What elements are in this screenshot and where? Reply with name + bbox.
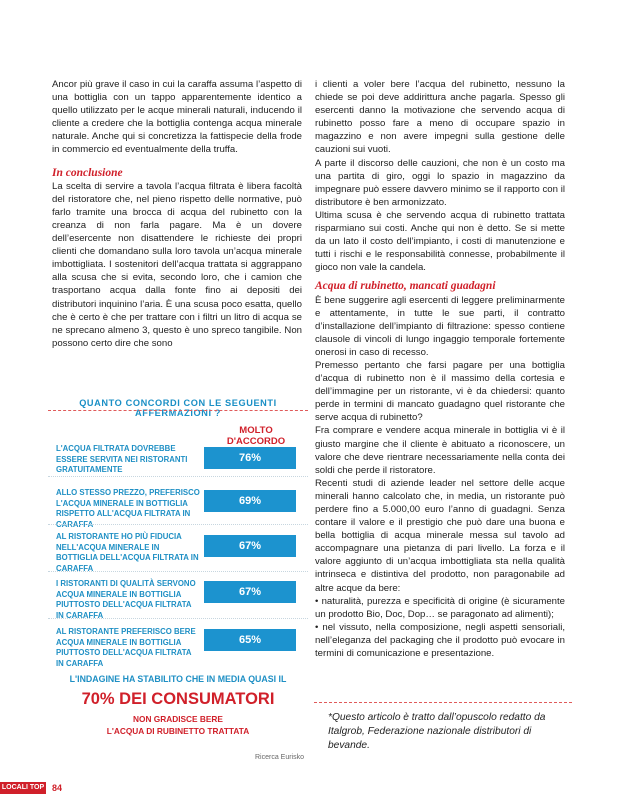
right-paragraph-5: Premesso pertanto che farsi pagare per una bottiglia d’acqua di rubinetto non è il massimo della cortesia e dell’immagine per un ristorante, vi è da chiedersi: quanto perde in termini di mancato guadagno quel ristorante che serve acqua di rubinetto?: [315, 359, 565, 424]
right-paragraph-1: i clienti a voler bere l’acqua del rubinetto, nessuno la chiede se poi deve addirittura anche pagarla. Spesso gli esercenti danno la motivazione che servendo acqua di rubinetto posso fare a meno di occupare spazio in magazzino e non avere impegni sulla gestione delle cauzioni sui vuoti.: [315, 79, 565, 156]
survey-statement: AL RISTORANTE HO PIÙ FIDUCIA NELL'ACQUA MINERALE IN BOTTIGLIA DELL'ACQUA FILTRATA IN CARAFFA: [56, 532, 199, 573]
survey-row: [48, 484, 308, 529]
survey-source: Ricerca Eurisko: [254, 754, 304, 761]
survey-conclusion-line-2: NON GRADISCE BERE: [133, 714, 223, 724]
article-right-column: [315, 78, 565, 660]
footnote-text: *Questo articolo è tratto dall’opuscolo redatto da Italgrob, Federazione nazionale distributori di bevande.: [328, 712, 546, 751]
row-divider: [48, 476, 308, 477]
survey-statement: L'ACQUA FILTRATA DOVREBBE ESSERE SERVITA NEI RISTORANTI GRATUITAMENTE: [56, 444, 188, 475]
survey-value: 76%: [204, 447, 296, 469]
right-paragraph-7: Recenti studi di aziende leader nel settore delle acque minerali hanno calcolato che, in media, un ristorante può perdere fino a 5.000,00 euro l’anno di guadagni. Senza contare il valore e il prestigio che può dare una buona e bella bottiglia di acqua minerale messa sul tavolo ad accompagnare una pietanza di pari livello. La forza e il valore aggiunto di un’acqua imbottigliata sta nella qualità intrinseca e distintiva del prodotto, non paragonabile ad altre acque da bere:: [315, 477, 565, 594]
survey-column-header: MOLTO D'ACCORDO: [226, 425, 286, 447]
survey-statement: ALLO STESSO PREZZO, PREFERISCO L'ACQUA MINERALE IN BOTTIGLIA RISPETTO ALL'ACQUA FILTRATA IN CARAFFA: [56, 488, 200, 529]
row-divider: [48, 571, 308, 572]
row-divider: [48, 618, 308, 619]
survey-value: 67%: [204, 535, 296, 557]
survey-statement: AL RISTORANTE PREFERISCO BERE ACQUA MINERALE IN BOTTIGLIA PIUTTOSTO DELL'ACQUA FILTRATA IN CARAFFA: [56, 627, 196, 668]
survey-value: 67%: [204, 581, 296, 603]
right-paragraph-4: È bene suggerire agli esercenti di leggere preliminarmente e attentamente, in tutte le sue parti, il contratto d’installazione dell’impianto di filtrazione: spesso contiene clausole di vincoli di lungo ingaggio temporale fortemente onerosi in caso di recesso.: [315, 294, 565, 358]
left-paragraph-2: La scelta di servire a tavola l’acqua filtrata è libera facoltà del ristoratore che, nel pieno rispetto delle normative, può farlo tramite una brocca di acqua del rubinetto con la creanza di non farla pagare. Ma è un dovere dell’esercente non disattendere le richieste dei propri clienti che domandano sulla loro tavola un’acqua minerale imbottigliata. I sostenitori dell’acqua trattata si aggrappano alla scusa che si evita, secondo loro, che i camion che trasportano acqua dalla fonte fino ai depositi dei distributori inquinino l’aria. È una scusa poco esatta, quello che è certo è che per trattare con i filtri un litro di acqua se ne sprecano almeno 3, questo è uno spreco tangibile. Non possono certo dire che sono: [52, 180, 302, 349]
survey-conclusion-line-3: L'ACQUA DI RUBINETTO TRATTATA: [106, 726, 250, 736]
survey-conclusion-highlight: 70% DEI CONSUMATORI: [81, 690, 275, 708]
survey-divider: [48, 410, 308, 411]
right-paragraph-6: Fra comprare e vendere acqua minerale in bottiglia vi è il giusto margine che il cliente è abituato a riconoscere, un valore che deve rientrare necessariamente nella conta dei soldi che perde il ristoratore.: [315, 425, 565, 476]
survey-infographic: [48, 398, 308, 776]
right-bullet-2: • nel vissuto, nella composizione, negli aspetti sensoriali, nell’eleganza del packaging che il prodotto può evocare in termini di comunicazione e presentazione.: [315, 621, 565, 660]
right-bullet-1: • naturalità, purezza e specificità di origine (è sicuramente un prodotto Bio, Doc, Dop… se paragonato ad alimenti);: [315, 595, 565, 620]
survey-statement: I RISTORANTI DI QUALITÀ SERVONO ACQUA MINERALE IN BOTTIGLIA PIUTTOSTO DELL'ACQUA FILTRATA IN CARAFFA: [56, 579, 196, 620]
section-heading-conclusion: In conclusione: [52, 166, 123, 179]
section-tag: LOCALI TOP: [0, 782, 46, 794]
row-divider: [48, 524, 308, 525]
right-paragraph-3: Ultima scusa è che servendo acqua di rubinetto trattata risparmiano sui costi. Anche qui non è detto. Se si mette da un lato il costo dell’impianto, i costi di manutenzione e tutti i rischi e le responsabilità connesse, probabilmente il gioco non vale la candela.: [315, 209, 565, 274]
survey-value: 65%: [204, 629, 296, 651]
footnote-divider: [314, 702, 572, 703]
article-footnote: [314, 702, 572, 762]
survey-question: QUANTO CONCORDI CON LE SEGUENTI AFFERMAZIONI ?: [79, 398, 277, 418]
section-heading-lost-earnings: Acqua di rubinetto, mancati guadagni: [315, 280, 496, 293]
article-left-column: [52, 78, 302, 350]
survey-value: 69%: [204, 490, 296, 512]
survey-row: [48, 529, 308, 573]
survey-row: [48, 624, 308, 668]
right-paragraph-2: A parte il discorso delle cauzioni, che non è un costo ma una partita di giro, oggi lo spazio in magazzino da impegnare può essere davvero minimo se il rapporto con il distributore è ben armonizzato.: [315, 157, 565, 208]
survey-conclusion-intro: L'INDAGINE HA STABILITO CHE IN MEDIA QUASI IL: [69, 674, 287, 684]
survey-row: [48, 576, 308, 620]
page-number: 84: [52, 783, 63, 793]
left-paragraph-1: Ancor più grave il caso in cui la caraffa assuma l’aspetto di una bottiglia con un tappo apparentemente identico a quello utilizzato per le acque minerali naturali, inducendo il cliente a credere che la bottiglia contenga acqua minerale naturale. Anche qui si concretizza la fattispecie della frode in commercio ed eventualmente della truffa.: [52, 79, 302, 156]
survey-row: [48, 444, 308, 484]
survey-conclusion-detail: [48, 713, 308, 737]
